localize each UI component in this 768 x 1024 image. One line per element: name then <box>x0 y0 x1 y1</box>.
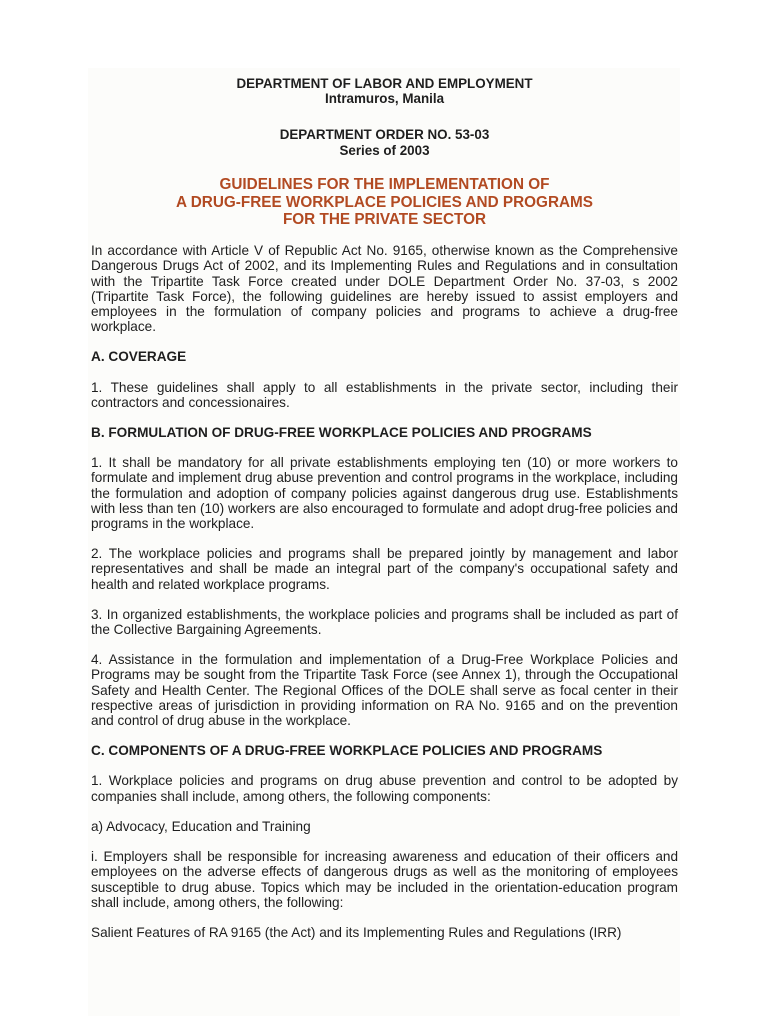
department-name: DEPARTMENT OF LABOR AND EMPLOYMENT <box>236 76 533 91</box>
title-line-3: FOR THE PRIVATE SECTOR <box>282 211 487 229</box>
order-number: DEPARTMENT ORDER NO. 53-03 <box>279 127 490 143</box>
intro-paragraph: In accordance with Article V of Republic Act No. 9165, otherwise known as the Comprehensive Dangerous Drugs Act of 2002, and its Implementing Rules and Regulations and in consultation with the Tripartite Task Force created under DOLE Department Order No. 37-03, s 2002 (Tripartite Task Force), the following guidelines are hereby issued to assist employers and employees in the formulation of company policies and programs to achieve a drug-free workplace. <box>91 243 678 335</box>
section-c-a-item-i: i. Employers shall be responsible for increasing awareness and education of their officers and employees on the adverse effects of dangerous drugs as well as the monitoring of employees susceptible to drug abuse. Topics which may be included in the orientation-education program shall include, among others, the following: <box>91 849 678 910</box>
section-c-item-1: 1. Workplace policies and programs on drug abuse prevention and control to be adopted by companies shall include, among others, the following components: <box>91 773 678 804</box>
document-content <box>91 76 678 940</box>
salient-features-line: Salient Features of RA 9165 (the Act) and its Implementing Rules and Regulations (IRR) <box>91 924 622 940</box>
section-b-item-1: 1. It shall be mandatory for all private establishments employing ten (10) or more workers to formulate and implement drug abuse prevention and control programs in the workplace, including the formulation and adoption of company policies against dangerous drug use. Establishments with less than ten (10) workers are also encouraged to formulate and adopt drug-free policies and programs in the workplace. <box>91 455 678 532</box>
title-line-2: A DRUG-FREE WORKPLACE POLICIES AND PROGRAMS <box>176 193 593 211</box>
document-title <box>91 176 678 229</box>
section-b-heading: B. FORMULATION OF DRUG-FREE WORKPLACE POLICIES AND PROGRAMS <box>91 425 592 441</box>
section-b-item-4: 4. Assistance in the formulation and implementation of a Drug-Free Workplace Policies and Programs may be sought from the Tripartite Task Force (see Annex 1), through the Occupational Safety and Health Center. The Regional Offices of the DOLE shall serve as focal center in their respective areas of jurisdiction in providing information on RA No. 9165 and on the prevention and control of drug abuse in the workplace. <box>91 652 678 729</box>
order-series: Series of 2003 <box>339 142 430 158</box>
section-b-item-2: 2. The workplace policies and programs shall be prepared jointly by management and labor representatives and shall be made an integral part of the company's occupational safety and health and related workplace programs. <box>91 546 678 592</box>
section-c-subheading-a: a) Advocacy, Education and Training <box>91 818 311 834</box>
section-a-item-1: 1. These guidelines shall apply to all establishments in the private sector, including their contractors and concessionaires. <box>91 379 678 410</box>
department-location: Intramuros, Manila <box>324 91 445 107</box>
section-a-heading: A. COVERAGE <box>91 349 187 365</box>
section-b-item-3: 3. In organized establishments, the workplace policies and programs shall be included as part of the Collective Bargaining Agreements. <box>91 606 678 638</box>
section-c-heading: C. COMPONENTS OF A DRUG-FREE WORKPLACE POLICIES AND PROGRAMS <box>91 743 603 759</box>
title-line-1: GUIDELINES FOR THE IMPLEMENTATION OF <box>219 175 550 193</box>
